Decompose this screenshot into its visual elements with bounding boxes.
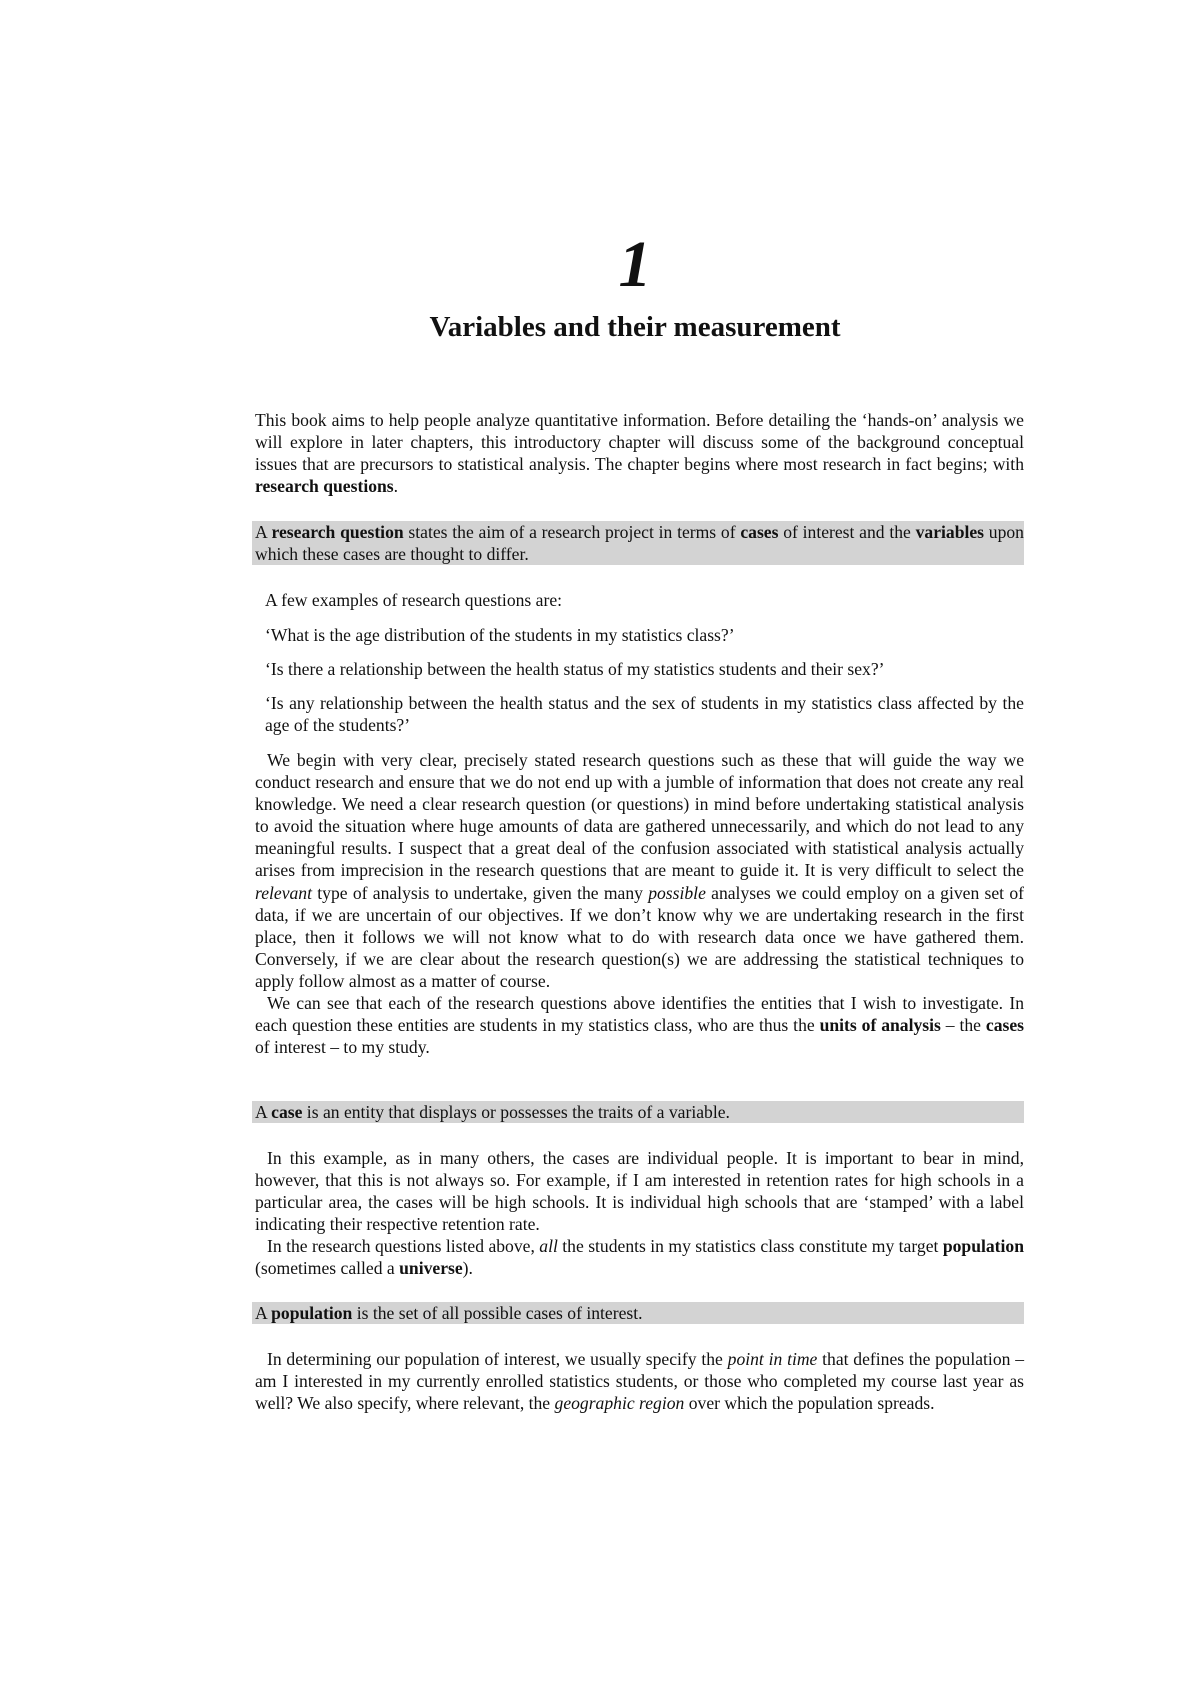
definition-population [252, 1302, 1024, 1324]
para3-text-a: We can see that each of the research questions above identifies the entities that I wish to investigate. In each question these entities are students in my statistics class, who are thus the [255, 993, 1024, 1036]
para5-term-population: population [942, 1236, 1024, 1257]
intro-paragraph [255, 409, 1024, 497]
intro-text-end: . [393, 476, 399, 497]
example-question-3: ‘Is any relationship between the health status and the sex of students in my statistics class affected by the age of the students?’ [265, 693, 1024, 735]
chapter-number: 1 [618, 228, 652, 301]
def1-text-c: states the aim of a research project in terms of [403, 522, 741, 542]
para2-text-e: analyses we could employ on a given set of data, if we are uncertain of our objectives. If we don’t know why we are undertaking research in the first place, then it follows we will not know what to do with research data once we have gathered them. Conversely, if we are clear about the research question(s) we are addressing the statistical techniques to apply follow almost as a matter of course. [255, 882, 1024, 991]
para3-term-cases: cases [985, 1015, 1024, 1036]
examples-lead: A few examples of research questions are: [265, 590, 563, 610]
def3-term-population: population [271, 1303, 353, 1323]
para3-text-e: of interest – to my study. [255, 1037, 430, 1058]
def2-term-case: case [271, 1102, 303, 1122]
def1-text-e: of interest and the [778, 522, 916, 542]
def1-text-g: upon which these cases are thought to differ. [255, 522, 1024, 564]
para5-term-universe: universe [399, 1258, 463, 1279]
paragraph-population-scope [255, 1348, 1024, 1414]
para5-text-c: the students in my statistics class constitute my target [557, 1236, 943, 1257]
def3-text-a: A [255, 1303, 272, 1323]
definition-research-question [252, 521, 1024, 565]
def1-text-a: A [255, 522, 272, 542]
para6-emph-point-in-time: point in time [727, 1349, 818, 1369]
intro-term-research-questions: research questions [255, 476, 394, 497]
example-question-2: ‘Is there a relationship between the health status of my statistics students and their sex?’ [265, 659, 885, 679]
def2-text-c: is an entity that displays or possesses the traits of a variable. [302, 1102, 730, 1122]
para6-text-e: over which the population spreads. [684, 1393, 935, 1414]
paragraph-cases-population [255, 1147, 1024, 1280]
def1-term-variables: variables [915, 522, 985, 542]
para2-text-c: type of analysis to undertake, given the many [312, 882, 649, 903]
para5-text-g: ). [462, 1258, 473, 1279]
example-question-1: ‘What is the age distribution of the students in my statistics class?’ [265, 625, 735, 645]
para5-text-e: (sometimes called a [255, 1258, 400, 1279]
paragraph-research-guidance [255, 749, 1024, 1058]
def3-text-c: is the set of all possible cases of interest. [352, 1303, 643, 1323]
definition-case [252, 1101, 1024, 1123]
para3-text-c: – the [940, 1015, 986, 1036]
para5-emph-all: all [539, 1236, 558, 1257]
def2-text-a: A [255, 1102, 272, 1122]
para2-emph-relevant: relevant [255, 882, 312, 903]
para4-text: In this example, as in many others, the cases are individual people. It is important to bear in mind, however, that this is not always so. For example, if I am interested in retention rates for high schools in a particular area, the cases will be high schools. It is individual high schools that are ‘stamped’ with a label indicating their respective retention rate. [255, 1148, 1024, 1235]
intro-text: This book aims to help people analyze quantitative information. Before detailing the ‘hands-on’ analysis we will explore in later chapters, this introductory chapter will discuss some of the background conceptual issues that are precursors to statistical analysis. The chapter begins where most research in fact begins; with [255, 410, 1024, 475]
chapter-title: Variables and their measurement [429, 311, 841, 343]
para2-emph-possible: possible [648, 882, 706, 903]
para5-text-a: In the research questions listed above, [267, 1236, 540, 1257]
para2-text-a: We begin with very clear, precisely stated research questions such as these that will guide the way we conduct research and ensure that we do not end up with a jumble of information that does not create any real knowledge. We need a clear research question (or questions) in mind before undertaking statistical analysis to avoid the situation where huge amounts of data are gathered unnecessarily, and which do not lead to any meaningful results. I suspect that a great deal of the confusion associated with statistical analysis actually arises from imprecision in the research questions that are meant to guide it. It is very difficult to select the [255, 750, 1024, 881]
para6-text-c: that defines the population – am I interested in my currently enrolled statistics students, or those who completed my course last year as well? We also specify, where relevant, the [255, 1349, 1024, 1414]
def1-term-research-question: research question [271, 522, 404, 542]
def1-term-cases: cases [740, 522, 779, 542]
para3-term-units-of-analysis: units of analysis [819, 1015, 941, 1036]
para6-text-a: In determining our population of interest, we usually specify the [267, 1349, 728, 1369]
para6-emph-geographic-region: geographic region [554, 1393, 685, 1414]
